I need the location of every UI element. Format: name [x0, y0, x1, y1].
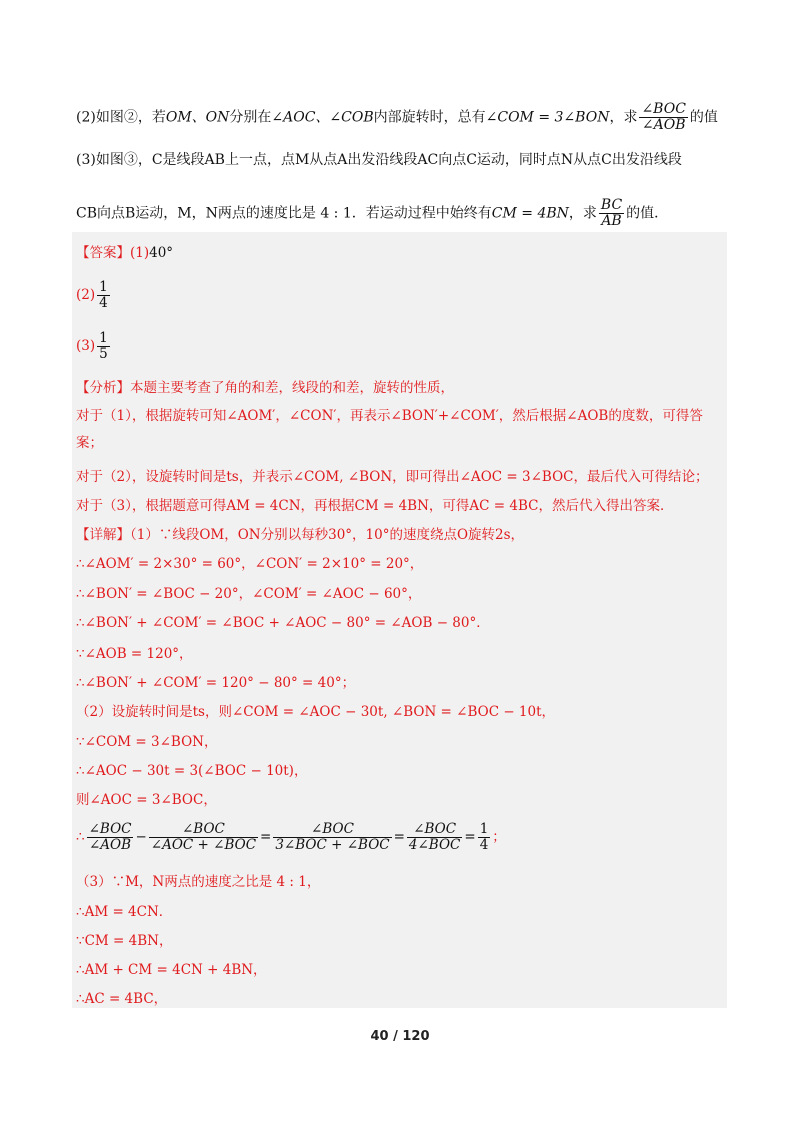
fraction-3 [273, 822, 391, 853]
question-line-3b [76, 198, 668, 229]
answer-line-2 [76, 280, 112, 311]
answer-1: 40° [149, 245, 174, 261]
f3-num: ∠BOC [273, 822, 391, 838]
detail-line-12: （3）∵M，N两点的速度之比是 4 : 1， [76, 874, 321, 890]
detail-line-16: ∴AC = 4BC， [76, 991, 168, 1007]
answer-line-3 [76, 331, 112, 362]
analysis-line-1: 【分析】本题主要考查了角的和差，线段的和差，旋转的性质， [76, 380, 454, 396]
q2-frac-num: ∠BOC [641, 101, 686, 117]
q2-equation: ∠COM = 3∠BON [485, 109, 610, 126]
answer-label: 【答案】(1) [76, 245, 150, 261]
question-line-2 [76, 102, 718, 133]
q3-frac-den: AB [601, 213, 622, 229]
q2-prefix: (2)如图②，若 [76, 109, 166, 126]
a2-den: 4 [99, 295, 108, 311]
end-mark: ； [492, 829, 506, 845]
q3-text: ，求 [568, 205, 597, 222]
q2-angles: ∠AOC、∠COB [271, 109, 374, 126]
answer-3-label: (3) [76, 338, 96, 354]
q2-fraction [639, 102, 687, 133]
eq-op-1: = [260, 829, 272, 845]
q3-equation: CM = 4BN [491, 205, 569, 222]
q3-suffix: 的值． [626, 205, 669, 222]
q2-frac-den: ∠AOB [641, 117, 686, 133]
detail-line-15: ∴AM + CM = 4CN + 4BN， [76, 962, 267, 978]
answer-2-label: (2) [76, 287, 96, 303]
q3-fraction [599, 198, 624, 229]
answer-line-1 [76, 243, 173, 263]
eq-op-3: = [464, 829, 476, 845]
detail-line-8: ∵∠COM = 3∠BON， [76, 734, 218, 750]
detail-line-2: ∴∠AOM′ = 2×30° = 60°，∠CON′ = 2×10° = 20°， [76, 556, 424, 572]
q3-frac-num: BC [600, 197, 623, 213]
f2-num: ∠BOC [149, 822, 258, 838]
therefore-symbol: ∴ [76, 829, 85, 845]
detail-line-9: ∴∠AOC − 30t = 3(∠BOC − 10t)， [76, 763, 308, 779]
detail-line-3: ∴∠BON′ = ∠BOC − 20°，∠COM′ = ∠AOC − 60°， [76, 586, 422, 602]
page-number: 40 / 120 [370, 1029, 430, 1044]
answer-2-fraction [97, 280, 110, 311]
fraction-2 [149, 822, 258, 853]
eq-op-2: = [393, 829, 405, 845]
q3-prefix: CB向点B运动，M，N两点的速度比是 4 : 1．若运动过程中始终有 [76, 205, 492, 222]
answer-3-fraction [97, 331, 110, 362]
detail-line-10: 则∠AOC = 3∠BOC， [76, 792, 217, 808]
detail-line-1: 【详解】（1）∵线段OM，ON分别以每秒30°，10°的速度绕点O旋转2s， [76, 527, 525, 543]
question-line-3: (3)如图③，C是线段AB上一点，点M从点A出发沿线段AC向点C运动，同时点N从点C出发沿线段 [76, 152, 682, 168]
f4-den: 4∠BOC [408, 837, 461, 853]
analysis-line-2: 对于（1），根据旋转可知∠AOM′，∠CON′，再表示∠BON′+∠COM′，然后根据∠AOB的度数，可得答 [76, 408, 703, 424]
detail-line-11 [76, 822, 506, 853]
q2-text-b: 内部旋转时，总有 [373, 109, 486, 126]
analysis-line-5: 对于（3），根据题意可得AM = 4CN，再根据CM = 4BN，可得AC = 4BC，然后代入得出答案． [76, 498, 674, 514]
minus-op: − [135, 829, 147, 845]
analysis-line-3: 案； [76, 435, 103, 451]
detail-line-7: （2）设旋转时间是ts，则∠COM = ∠AOC − 30t, ∠BON = ∠BOC − 10t， [76, 704, 556, 720]
q2-suffix: 的值 [689, 109, 718, 126]
detail-line-6: ∴∠BON′ + ∠COM′ = 120° − 80° = 40°； [76, 675, 356, 691]
fraction-5 [478, 822, 491, 853]
f5-den: 4 [479, 837, 489, 853]
f4-num: ∠BOC [407, 822, 462, 838]
f1-num: ∠BOC [88, 821, 132, 837]
fraction-4 [407, 822, 462, 853]
analysis-line-4: 对于（2），设旋转时间是ts，并表示∠COM, ∠BON，即可得出∠AOC = 3∠BOC，最后代入可得结论； [76, 469, 709, 485]
q2-text-a: 分别在 [229, 109, 272, 126]
detail-line-13: ∴AM = 4CN． [76, 904, 173, 920]
f2-den: ∠AOC + ∠BOC [150, 837, 257, 853]
detail-line-14: ∵CM = 4BN， [76, 933, 173, 949]
f5-num: 1 [479, 821, 489, 837]
a2-num: 1 [99, 279, 108, 295]
a3-num: 1 [99, 330, 108, 346]
f1-den: ∠AOB [89, 837, 132, 853]
q2-text-c: ，求 [609, 109, 638, 126]
detail-line-4: ∴∠BON′ + ∠COM′ = ∠BOC + ∠AOC − 80° = ∠AOB − 80°． [76, 615, 490, 631]
fraction-1 [87, 822, 134, 853]
f3-den: 3∠BOC + ∠BOC [275, 837, 390, 853]
q2-om-on: OM、ON [165, 109, 230, 126]
detail-line-5: ∵∠AOB = 120°， [76, 646, 193, 662]
a3-den: 5 [99, 346, 108, 362]
